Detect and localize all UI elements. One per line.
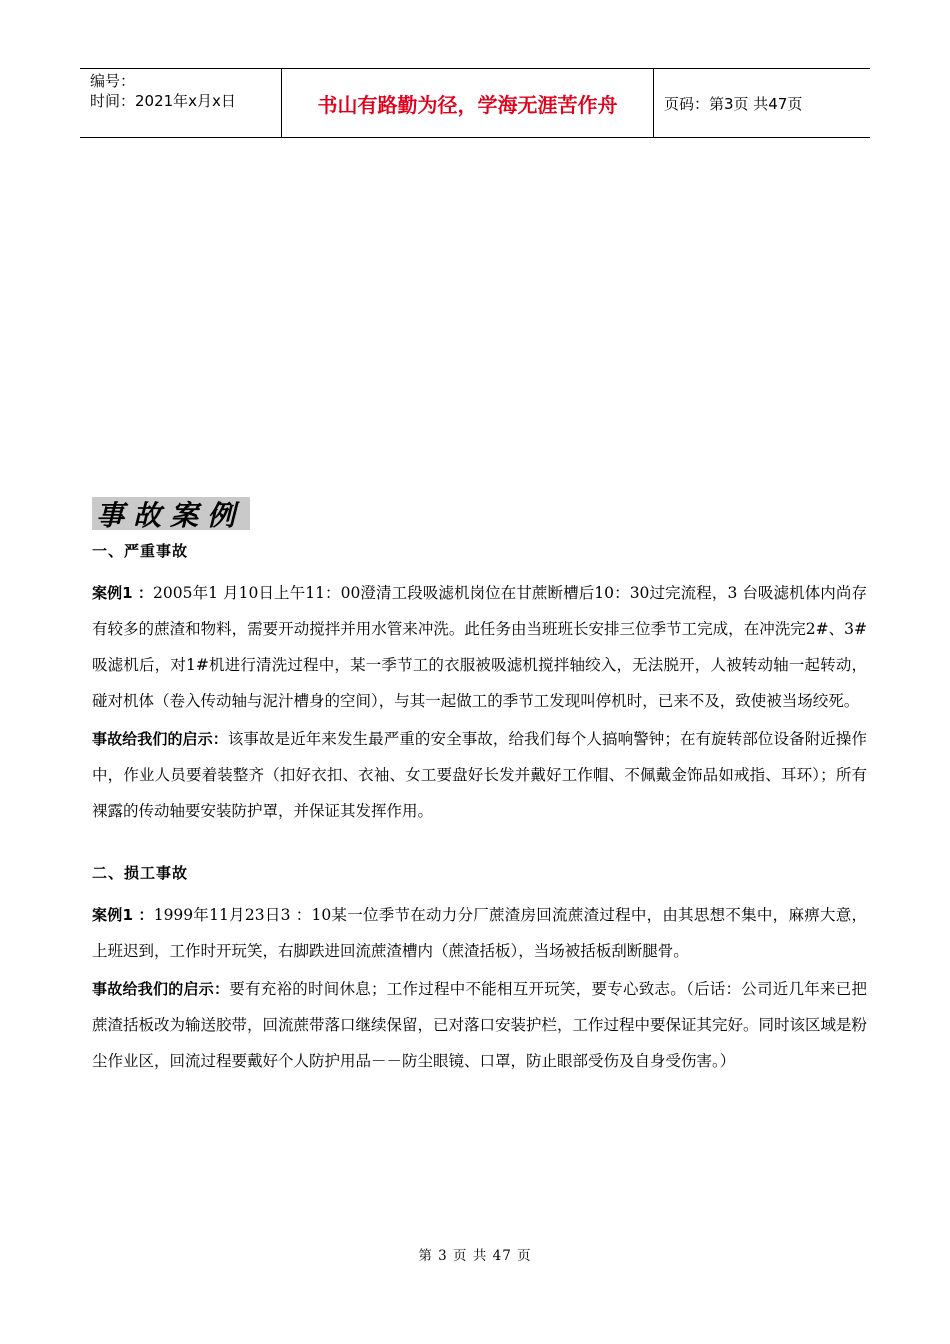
page-header xyxy=(80,68,870,138)
document-time-label: 时间：2021年x月x日 xyxy=(90,92,236,110)
lesson-label: 事故给我们的启示： xyxy=(92,730,228,748)
document-title-box xyxy=(92,497,250,530)
case-label: 案例1 ： xyxy=(92,906,154,924)
document-title: 事故案例 xyxy=(96,498,245,532)
case-text: 1999年11月23日3 ：10某一位季节在动力分厂蔗渣房回流蔗渣过程中，由其思想不集中，麻痹大意，上班迟到，工作时开玩笑，右脚跌进回流蔗渣槽内（蔗渣括板），当场被括板刮断腿骨。 xyxy=(92,906,867,960)
lesson-text: 该事故是近年来发生最严重的安全事故，给我们每个人搞响警钟；在有旋转部位设备附近操作中，作业人员要着装整齐（扣好衣扣、衣袖、女工要盘好长发并戴好工作帽、不佩戴金饰品如戒指、耳环）；所有裸露的传动轴要安装防护罩，并保证其发挥作用。 xyxy=(92,730,867,820)
lesson-text: 要有充裕的时间休息；工作过程中不能相互开玩笑，要专心致志。（后话：公司近几年来已把蔗渣括板改为输送胶带，回流蔗带落口继续保留，已对落口安装护栏，工作过程中要保证其完好。同时该区域是粉尘作业区，回流过程要戴好个人防护用品－－防尘眼镜、口罩，防止眼部受伤及自身受伤害。） xyxy=(92,980,868,1070)
case-text: 2005年1 月10日上午11：00澄清工段吸滤机岗位在甘蔗断槽后10：30过完流程，3 台吸滤机体内尚存有较多的蔗渣和物料，需要开动搅拌并用水管来冲洗。此任务由当班班长安排三位季节工完成，在冲洗完2#、3#吸滤机后，对1#机进行清洗过程中，某一季节工的衣服被吸滤机搅拌轴绞入，无法脱开，人被转动轴一起转动，碰对机体（卷入传动轴与泥汁槽身的空间），与其一起做工的季节工发现叫停机时，已来不及，致使被当场绞死。 xyxy=(92,584,867,710)
document-body xyxy=(92,537,867,1079)
lesson-paragraph xyxy=(92,971,867,1079)
header-page-info: 页码：第3页 共47页 xyxy=(664,94,803,113)
document-number-label: 编号： xyxy=(90,72,136,90)
header-motto: 书山有路勤为径，学海无涯苦作舟 xyxy=(317,92,618,117)
section-heading-lost-time: 二、损工事故 xyxy=(92,864,189,882)
case-paragraph xyxy=(92,575,867,719)
lesson-paragraph xyxy=(92,721,867,829)
page-footer: 第 3 页 共 47 页 xyxy=(418,1248,532,1264)
header-meta xyxy=(80,69,281,137)
lesson-label: 事故给我们的启示： xyxy=(92,980,230,998)
header-motto-cell xyxy=(281,69,654,137)
case-paragraph xyxy=(92,897,867,969)
case-label: 案例1 ： xyxy=(92,584,154,602)
section-heading-serious: 一、严重事故 xyxy=(92,542,189,560)
